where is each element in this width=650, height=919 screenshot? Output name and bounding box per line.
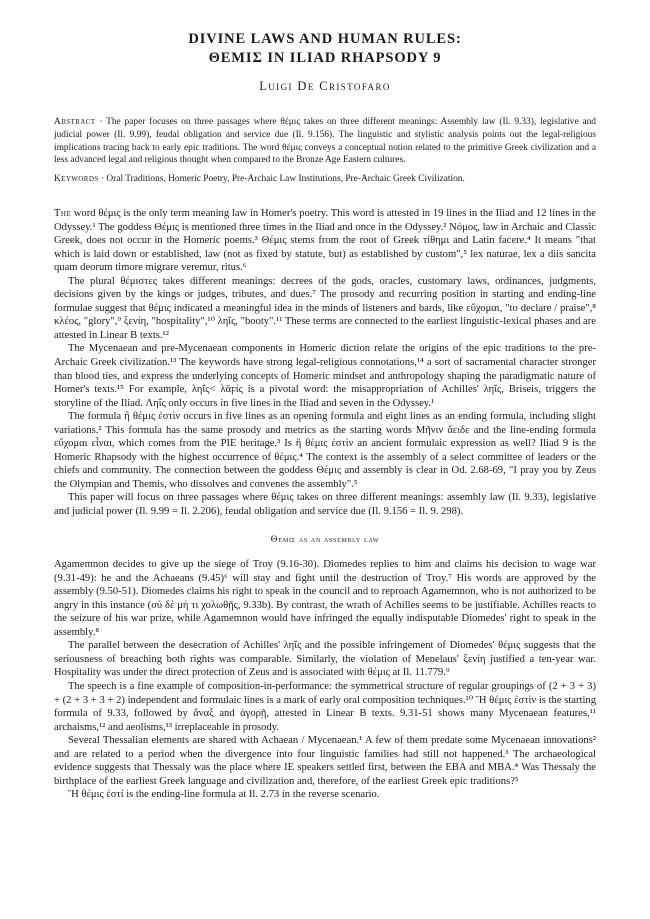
section-heading: Θέμις as an assembly law: [270, 533, 380, 544]
abstract-text: · The paper focuses on three passages where θέμις takes on three different meanings: Assembly law (Il. 9.33), legislative and judicial power (Il. 9.99), feudal obligation and service due (Il. 9.156). The linguistic and stylistic analysis points out the legal-religious implications tracing back to early epic traditions. The word θέμις conveys a conceptual notion related to the primitive Greek civilization and a less advanced legal and religious thought when compared to the Bronze Age Eastern cultures.: [54, 117, 596, 166]
author-name: Luigi De Cristofaro: [259, 79, 391, 93]
paragraph: This paper will focus on three passages where θέμις takes on three different meanings: assembly law (Il. 9.33), legislative and judicial power (Il. 9.99 = Il. 2.206), feudal obligation and service due (Il. 9.156 = Il. 9. 298).: [54, 492, 596, 518]
paragraph: The parallel between the desecration of Achilles' ληΐς and the possible infringement of Diomedes' θέμις suggests that the seriousness of breaching both rights was comparable. Similarly, the violation of Menelaus' ξενίη justified a ten-year war. Hospitality was under the direct protection of Zeus and is associated with θέμις at Il. 11.779.⁹: [54, 640, 596, 679]
title-line-2: ΘΕΜΙΣ IN ILIAD RHAPSODY 9: [208, 50, 442, 66]
paragraph: The plural θέμιστες takes different meanings: decrees of the gods, oracles, customary laws, ordinances, judgments, decisions given by the kings or judges, tributes, and dues.⁷ The prosody and recurring position in starting and ending-line formulae suggest that θέμις indicated a meaningful idea in the minds of listeners and bards, like εὔχομαι, "to declare / praise",⁸ κλέος, "glory",⁹ ξενίη, "hospitality",¹⁰ ληΐς, "booty".¹¹ These terms are connected to the earliest linguistic-lexical phases and are attested in Linear B texts.¹²: [54, 275, 596, 341]
abstract: [54, 116, 596, 167]
paragraph: The speech is a fine example of composition-in-performance: the symmetrical structure of regular groupings of (2 + 3 + 3) + (2 + 3 + 3 + 2) independent and formulaic lines is a mark of early oral composition techniques.¹⁰ Ἣ θέμις ἐστὶν is the starting formula of 9.33, followed by ἄναξ and ἀγορῇ, attested in Linear B texts. 9.31-51 shows many Mycenaean features,¹¹ archaisms,¹² and aeolisms,¹³ irreplaceable in prosody.: [54, 681, 596, 733]
paragraph: Ἣ θέμις ἐστί is the ending-line formula at Il. 2.73 in the reverse scenario.: [68, 789, 380, 801]
paragraph: Agamemnon decides to give up the siege of Troy (9.16-30). Diomedes replies to him and claims his decision to wage war (9.31-49): he and the Achaeans (9.45)⁶ will stay and fight until the destruction of Troy.⁷ His words are approved by the assembly (9.50-51). Diomedes claims his right to speak in the council and to reproach Agamemnon, who is not authorized to be angry in this instance (σὺ δὲ μή τι χολωθῇς, 9.33b). By contrast, the wrath of Achilles seems to be justifiable. Achilles reacts to the seizure of his war prize, while Agamemnon would have infringed the equally indisputable Diomedes' right to speak in the assembly.⁸: [54, 559, 596, 638]
abstract-label: Abstract: [54, 117, 96, 127]
keywords: [54, 173, 596, 186]
paragraph: [54, 207, 596, 275]
keywords-text: · Oral Traditions, Homeric Poetry, Pre-Archaic Law Institutions, Pre-Archaic Greek Civilization.: [98, 174, 465, 185]
paragraph-lead: The: [54, 207, 72, 219]
paragraph: The Mycenaean and pre-Mycenaean components in Homeric diction relate the origins of the epic traditions to the pre-Archaic Greek civilization.¹³ The keywords have strong legal-religious connotations,¹⁴ a sort of sacramental character stronger than blood ties, and express the underlying concepts of Homeric mindset and anthropology shaping the paradigmatic nature of Homer's texts.¹⁵ For example, ληΐς< λᾱϝίς is a pivotal word: the misappropriation of Achilles' ληΐς, Briseis, triggers the storyline of the Iliad. Ληΐς only occurs in five lines in the Iliad and seven in the Odyssey.¹: [54, 343, 596, 409]
keywords-label: Keywords: [54, 174, 99, 185]
paragraph: The formula ἣ θέμις ἐστὶν occurs in five lines as an opening formula and eight lines as an ending formula, including slight variations.² This formula has the same prosody and metrics as the starting words Μῆνιν ἄειδε and the line-ending formula εὔχομαι εἶναι, which comes from the PIE heritage.³ Is ἣ θέμις ἐστὶν an ancient formulaic expression as well? Iliad 9 is the Homeric Rhapsody with the highest occurrence of θέμις.⁴ The context is the assembly of a select committee of leaders or the chiefs and community. The connection between the goddess Θέμις and assembly is clear in Od. 2.68-69, "I pray you by Zeus the Olympian and Themis, who dissolves and convenes the assembly".⁵: [54, 411, 596, 490]
paragraph-text: word θέμις is the only term meaning law in Homer's poetry. This word is attested in 19 lines in the Iliad and 12 lines in the Odyssey.¹ The goddess Θέμις is mentioned three times in the Iliad and once in the Odyssey.² Νόμος, law in Archaic and Classic Greek, does not occur in the Homeric poems.³ Θέμις stems from the root of Greek τίθημι and Latin facere.⁴ It means "that which is laid down or established, law (not as fixed by statute, but) as established by custom",⁵ lex naturae, lex a diis sancita quam deorum timore migrare veremur, ritus.⁶: [54, 207, 596, 274]
paper-title: [54, 30, 596, 68]
title-line-1: DIVINE LAWS AND HUMAN RULES:: [188, 31, 462, 47]
paragraph: Several Thessalian elements are shared with Achaean / Mycenaean.¹ A few of them predate some Mycenaean innovations² and are related to a period when the divergence into four linguistic families had still not happened.³ The archaeological evidence suggests that Thessaly was the place where IE speakers settled first, between the EBA and MBA.⁴ Was Thessaly the birthplace of the earliest Greek language and civilization and, therefore, of the earliest Greek epic traditions?⁵: [54, 735, 596, 787]
body-text: [54, 207, 596, 802]
